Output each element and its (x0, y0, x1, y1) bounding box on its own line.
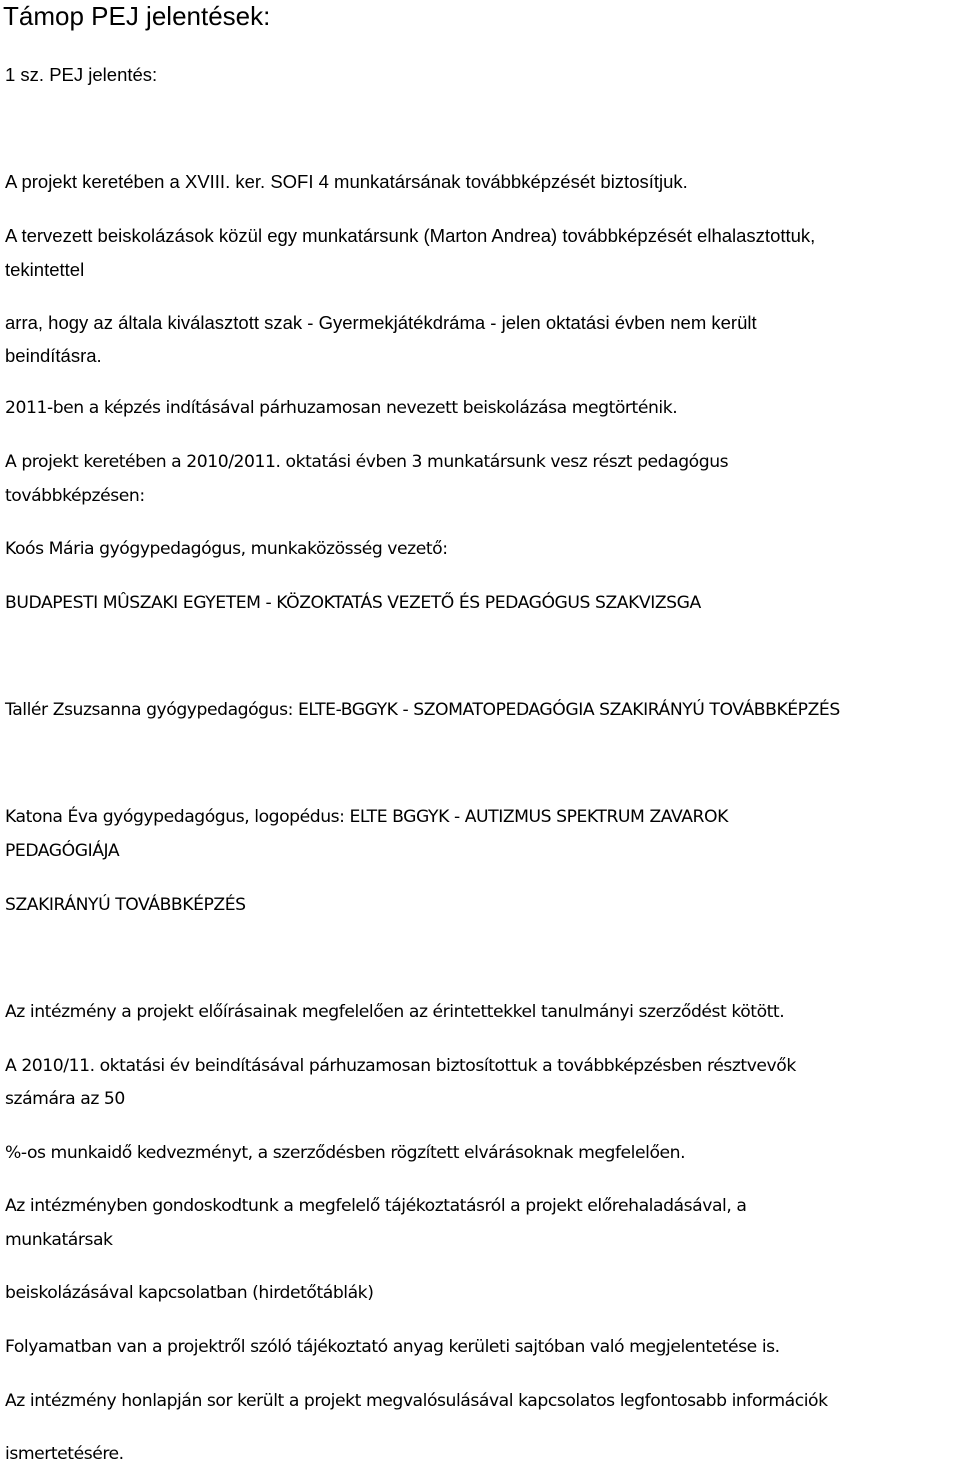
paragraph-line: beindításra. (5, 345, 102, 366)
paragraph-line: továbbképzésen: (5, 486, 145, 506)
paragraph-line: A 2010/11. oktatási év beindításával párhuzamosan biztosítottuk a továbbképzésben résztvevők (5, 1056, 796, 1076)
paragraph-line: munkatársak (5, 1230, 113, 1250)
paragraph-line: A projekt keretében a XVIII. ker. SOFI 4 munkatársának továbbképzését biztosítjuk. (5, 171, 688, 192)
paragraph-line: Az intézményben gondoskodtunk a megfelelő tájékoztatásról a projekt előrehaladásával, a (5, 1196, 747, 1216)
report-heading: 1 sz. PEJ jelentés: (5, 64, 158, 85)
paragraph-line: A projekt keretében a 2010/2011. oktatási évben 3 munkatársunk vesz részt pedagógus (5, 452, 729, 472)
participant-line: Katona Éva gyógypedagógus, logopédus: ELTE BGGYK - AUTIZMUS SPEKTRUM ZAVAROK (5, 807, 728, 827)
paragraph-line: Az intézmény honlapján sor került a projekt megvalósulásával kapcsolatos legfontosabb információk (5, 1391, 828, 1411)
paragraph-line: számára az 50 (5, 1089, 125, 1109)
paragraph-line: A tervezett beiskolázások közül egy munkatársunk (Marton Andrea) továbbképzését elhalasztottuk, (5, 225, 816, 246)
document-title: Támop PEJ jelentések: (3, 1, 271, 31)
participant-line: Tallér Zsuzsanna gyógypedagógus: ELTE-BGGYK - SZOMATOPEDAGÓGIA SZAKIRÁNYÚ TOVÁBBKÉPZÉS (5, 700, 840, 720)
course-line: SZAKIRÁNYÚ TOVÁBBKÉPZÉS (5, 895, 246, 915)
paragraph-line: Az intézmény a projekt előírásainak megfelelően az érintettekkel tanulmányi szerződést kötött. (5, 1002, 785, 1022)
course-line: PEDAGÓGIÁJA (5, 841, 120, 861)
paragraph-line: arra, hogy az általa kiválasztott szak - Gyermekjátékdráma - jelen oktatási évben nem került (5, 312, 757, 333)
paragraph-line: %-os munkaidő kedvezményt, a szerződésben rögzített elvárásoknak megfelelően. (5, 1143, 686, 1163)
participant-line: Koós Mária gyógypedagógus, munkaközösség vezető: (5, 539, 448, 559)
paragraph-line: 2011-ben a képzés indításával párhuzamosan nevezett beiskolázása megtörténik. (5, 398, 678, 418)
paragraph-line: beiskolázásával kapcsolatban (hirdetőtáblák) (5, 1283, 374, 1303)
paragraph-line: ismertetésére. (5, 1444, 124, 1464)
paragraph-line: tekintettel (5, 259, 85, 280)
course-line: BUDAPESTI MÛSZAKI EGYETEM - KÖZOKTATÁS VEZETŐ ÉS PEDAGÓGUS SZAKVIZSGA (5, 593, 701, 613)
paragraph-line: Folyamatban van a projektről szóló tájékoztató anyag kerületi sajtóban való megjelentetése is. (5, 1337, 780, 1357)
